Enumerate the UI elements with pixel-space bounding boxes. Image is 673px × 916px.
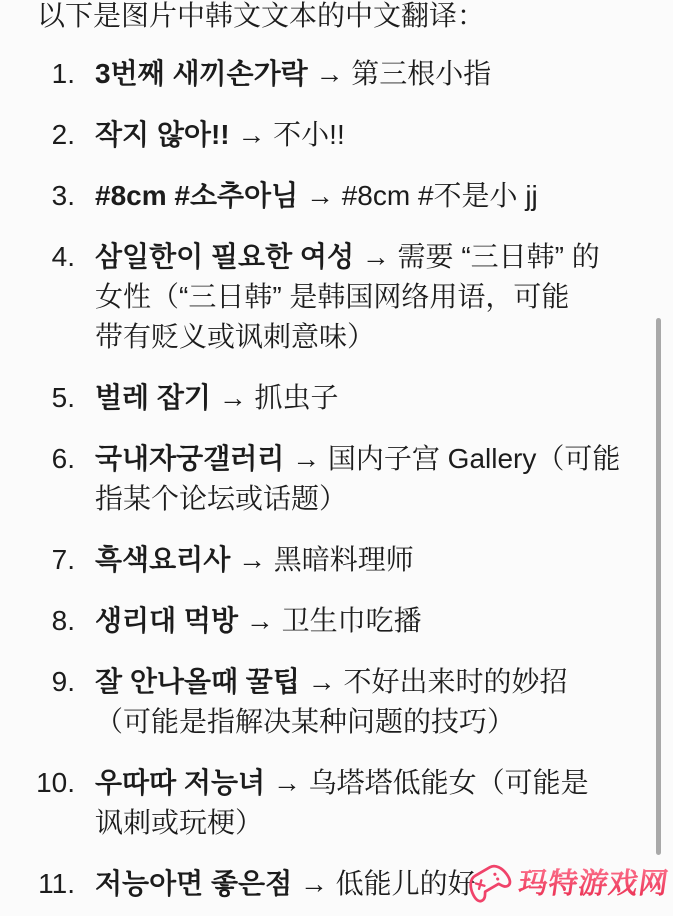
item-text-line: （可能是指解决某种问题的技巧） — [95, 706, 516, 737]
item-number: 1. — [51, 58, 75, 89]
korean-term: 벌레 잡기 — [95, 382, 211, 413]
korean-term: 생리대 먹방 — [95, 605, 239, 636]
chinese-translation: → 黑暗料理师 — [230, 544, 414, 575]
item-text — [95, 439, 620, 519]
item-text — [95, 378, 339, 418]
item-text — [95, 540, 414, 580]
chinese-translation: → 抓虫子 — [210, 382, 339, 413]
chinese-translation: → 卫生巾吃播 — [238, 605, 422, 636]
item-number: 7. — [51, 544, 75, 575]
item-number: 4. — [51, 241, 75, 272]
item-number: 5. — [51, 382, 75, 413]
korean-term: 국내자궁갤러리 — [95, 443, 285, 474]
item-text — [95, 54, 491, 94]
list-item — [0, 54, 673, 94]
korean-term: 삼일한이 필요한 여성 — [95, 241, 354, 272]
korean-term: 3번째 새끼손가락 — [95, 58, 308, 89]
korean-term: 저능아면 좋은점 — [95, 868, 293, 899]
list-item — [0, 540, 673, 580]
translation-list — [0, 54, 673, 904]
list-item — [0, 763, 673, 843]
chinese-translation: → #8cm #不是小 jj — [298, 180, 538, 211]
item-number: 10. — [36, 767, 75, 798]
watermark — [463, 856, 669, 906]
item-text — [95, 864, 476, 904]
korean-term: #8cm #소추아님 — [95, 180, 299, 211]
item-text-line: 女性（“三日韩” 是韩国网络用语，可能 — [95, 281, 570, 312]
list-item — [0, 378, 673, 418]
scrollbar-thumb[interactable] — [656, 318, 661, 855]
item-text-line: 讽刺或玩梗） — [95, 807, 264, 838]
korean-term: 흑색요리사 — [95, 544, 231, 575]
item-number: 3. — [51, 180, 75, 211]
list-item — [0, 439, 673, 519]
item-text-line: 带有贬义或讽刺意味） — [95, 321, 376, 352]
item-text — [95, 237, 600, 357]
list-item — [0, 237, 673, 357]
page-title: 以下是图片中韩文文本的中文翻译： — [37, 0, 486, 31]
chinese-translation: → 第三根小指 — [307, 58, 492, 89]
chinese-translation: → 不小!! — [229, 119, 345, 150]
chinese-translation: → 乌塔塔低能女（可能是 — [265, 767, 589, 798]
item-text — [95, 115, 345, 155]
item-text — [95, 763, 589, 843]
item-number: 2. — [51, 119, 75, 150]
list-item — [0, 662, 673, 742]
chinese-translation: → 国内子宫 Gallery（可能 — [284, 443, 621, 474]
list-item — [0, 176, 673, 216]
chinese-translation: → 低能儿的好 — [292, 868, 476, 899]
item-text — [95, 176, 538, 216]
korean-term: 작지 않아!! — [95, 119, 230, 150]
gamepad-icon — [463, 856, 513, 906]
korean-term: 잘 안나올때 꿀팁 — [95, 666, 300, 697]
item-number: 11. — [38, 868, 75, 899]
item-number: 6. — [51, 443, 75, 474]
item-number: 8. — [51, 605, 75, 636]
item-text — [95, 601, 422, 641]
item-text-line: 指某个论坛或话题） — [95, 483, 348, 514]
list-item — [0, 115, 673, 155]
chinese-translation: → 不好出来时的妙招 — [299, 666, 568, 697]
korean-term: 우따따 저능녀 — [95, 767, 266, 798]
item-text — [95, 662, 567, 742]
watermark-text: 玛特游戏网 — [516, 861, 672, 902]
list-item — [0, 601, 673, 641]
chinese-translation: → 需要 “三日韩” 的 — [354, 241, 600, 272]
item-number: 9. — [51, 666, 75, 697]
